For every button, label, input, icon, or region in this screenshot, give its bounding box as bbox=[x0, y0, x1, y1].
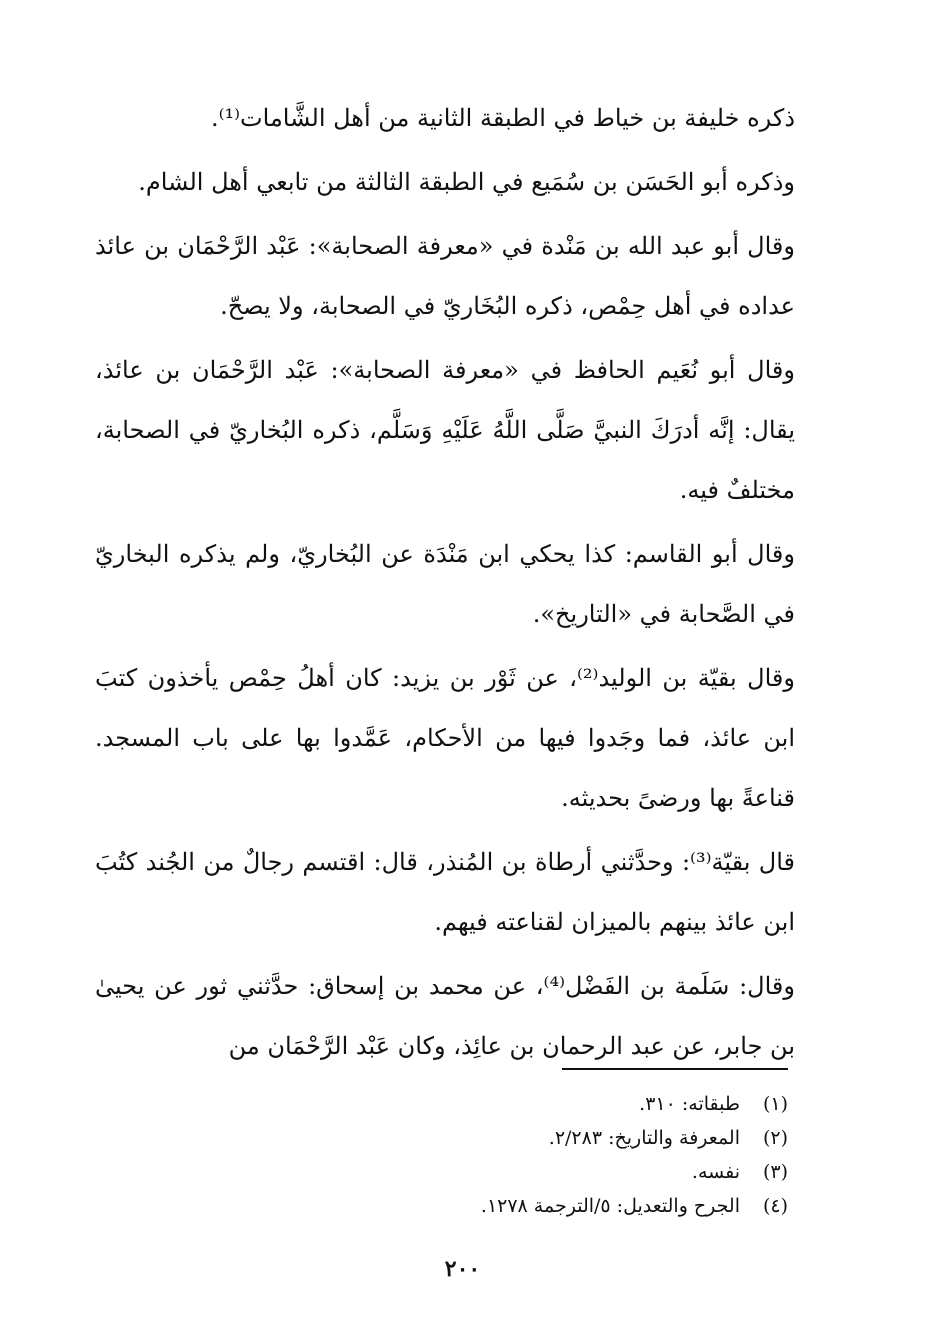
paragraph-8: وقال: سَلَمة بن الفَضْل⁽⁴⁾، عن محمد بن إسحاق: حدَّثني ثور عن يحيىٰ بن جابر، عن عبد الرحمان بن عائِذ، وكان عَبْد الرَّحْمَان من bbox=[95, 972, 795, 1060]
footnote-1 bbox=[188, 1087, 788, 1121]
footnote-2 bbox=[188, 1121, 788, 1155]
footnote-text: طبقاته: ٣١٠. bbox=[639, 1093, 740, 1115]
paragraph-7: قال بقيّة⁽³⁾: وحدَّثني أرطاة بن المُنذر، قال: اقتسم رجالٌ من الجُند كتُبَ ابن عائذ بينهم بالميزان لقناعته فيهم. bbox=[95, 848, 795, 936]
paragraph-4: وقال أبو نُعَيم الحافظ في «معرفة الصحابة»: عَبْد الرَّحْمَان بن عائذ، يقال: إنَّه أدرَكَ النبيَّ صَلَّى اللَّهُ عَلَيْهِ وَسَلَّم، ذكره البُخاريّ في الصحابة، مختلفٌ فيه. bbox=[95, 356, 795, 504]
footnote-number: (٣) bbox=[762, 1161, 788, 1183]
footnote-separator bbox=[562, 1068, 788, 1070]
paragraph-2: وذكره أبو الحَسَن بن سُمَيع في الطبقة الثالثة من تابعي أهل الشام. bbox=[138, 168, 795, 196]
paragraph-6: وقال بقيّة بن الوليد⁽²⁾، عن ثَوْر بن يزيد: كان أهلُ حِمْص يأخذون كتبَ ابن عائذ، فما وجَدوا فيها من الأحكام، عَمَّدوا بها على باب المسجد. قناعةً بها ورضىً بحديثه. bbox=[95, 664, 795, 812]
page-number: ٢٠٠ bbox=[444, 1256, 481, 1282]
footnote-number: (٤) bbox=[762, 1195, 788, 1217]
paragraph-3: وقال أبو عبد الله بن مَنْدة في «معرفة الصحابة»: عَبْد الرَّحْمَان بن عائذ عداده في أهل حِمْص، ذكره البُخَاريّ في الصحابة، ولا يصحّ. bbox=[95, 232, 795, 320]
footnotes bbox=[188, 1087, 788, 1223]
footnote-text: الجرح والتعديل: ٥/الترجمة ١٢٧٨. bbox=[480, 1195, 740, 1217]
paragraph-1: ذكره خليفة بن خياط في الطبقة الثانية من أهل الشَّامات⁽¹⁾. bbox=[210, 104, 795, 132]
footnote-4 bbox=[188, 1189, 788, 1223]
footnote-number: (١) bbox=[762, 1093, 788, 1115]
footnote-3 bbox=[188, 1155, 788, 1189]
footnote-text: المعرفة والتاريخ: ٢/٢٨٣. bbox=[548, 1127, 740, 1149]
footnote-text: نفسه. bbox=[691, 1161, 740, 1183]
paragraph-5: وقال أبو القاسم: كذا يحكي ابن مَنْدَة عن البُخاريّ، ولم يذكره البخاريّ في الصَّحابة في «التاريخ». bbox=[95, 540, 795, 628]
footnote-number: (٢) bbox=[762, 1127, 788, 1149]
main-text bbox=[95, 88, 795, 1080]
